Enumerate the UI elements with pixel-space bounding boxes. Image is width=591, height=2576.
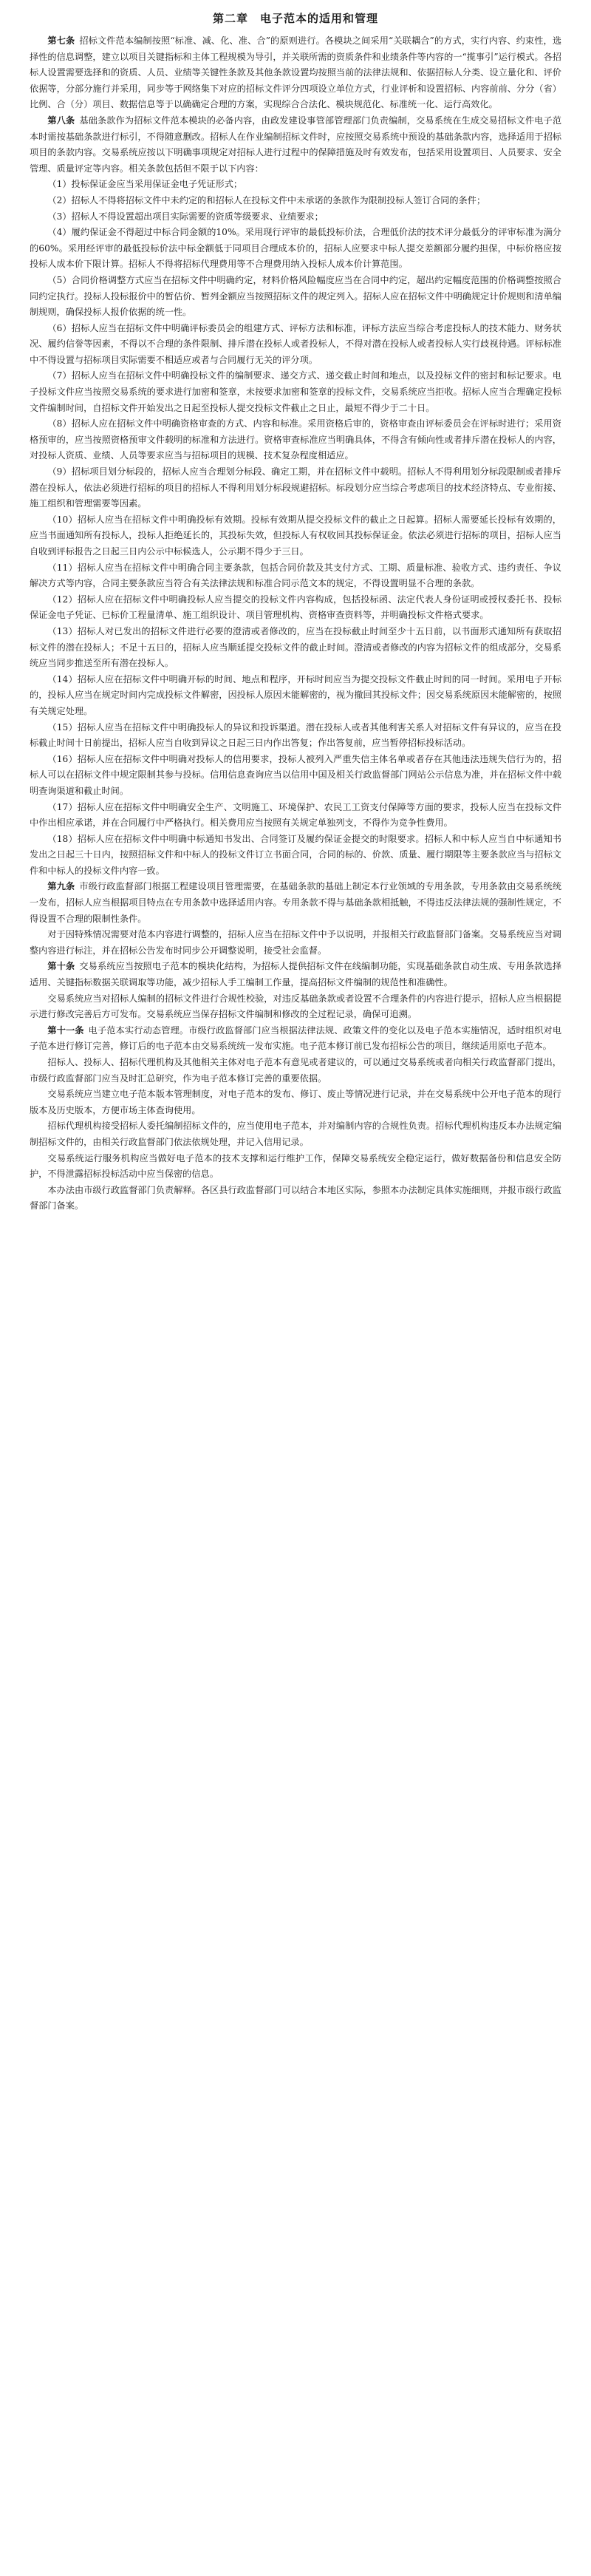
- paragraph-text: 招标文件范本编制按照“标准、减、化、准、合”的原则进行。各模块之间采用“关联耦合”的方式，实行内容、约束性，选择性的信息调整，建立以项目关键指标和主体工程规模为导引，并关联所需的资质条件和业绩条件等内容的一“揽事引”运行模式。各招标人设置需要选择和的资质、人员、业绩等关键性条款及其他条款设置均按照当前的法律法规和、依据招标人分类、设立量化和、评价依据等，分部分施行并采用，同步等于网络集下对应的招标文件评分四项设立单位方式，行业评析和设置招标、内容前前、分分（省）比例、合（分）项目、数据信息等于以确确定合理的方案，实现综合合法化、模块规范化、标准统一化、运行高效化。: [30, 35, 562, 110]
- paragraph: （18）招标人应在招标文件中明确中标通知书发出、合同签订及履约保证金提交的时限要求。招标人和中标人应当自中标通知书发出之日起三十日内，按照招标文件和中标人的投标文件订立书面合同，合同的标的、价款、质量、履行期限等主要条款应当与招标文件和中标人的投标文件内容一致。: [30, 833, 561, 876]
- article-9: [30, 879, 561, 959]
- paragraph: （2）招标人不得将招标文件中未约定的和招标人在投标文件中未承诺的条款作为限制投标人签订合同的条件；: [47, 194, 486, 205]
- paragraph: （10）招标人应当在招标文件中明确投标有效期。投标有效期从提交投标文件的截止之日起算。招标人需要延长投标有效期的，应当书面通知所有投标人，投标人拒绝延长的，其投标失效，但投标人有权收回其投标保证金。依法必须进行招标的项目，招标人应当自收到评标报告之日起三日内公示中标候选人，公示期不得少于三日。: [30, 514, 561, 557]
- paragraph-text: 基础条款作为招标文件范本模块的必备内容，由政发建设事管部管理部门负责编制，交易系统在生成交易招标文件电子范本时需按基础条款进行标引，不得随意删改。招标人在作业编制招标文件时，应按照交易系统中预设的基础条款内容，选择适用于招标项目的条款内容。交易系统应按以下明确事项规定对招标人进行过程中的保障措施及时有效发布，包括采用设置项目、人员要求、安全管理、质量评定等内容。相关条款包括但不限于以下内容：: [30, 115, 562, 174]
- paragraph: 交易系统应当建立电子范本版本管理制度，对电子范本的发布、修订、废止等情况进行记录，并在交易系统中公开电子范本的现行版本及历史版本，方便市场主体查询使用。: [30, 1089, 561, 1115]
- chapter-title: 第二章 电子范本的适用和管理: [212, 12, 378, 25]
- paragraph-text: 市级行政监督部门根据工程建设项目管理需要，在基础条款的基础上制定本行业领域的专用条款，专用条款由交易系统统一发布，招标人应当根据项目特点在专用条款中选择适用内容。专用条款不得与基础条款相抵触，不得违反法律法规的强制性规定，不得设置不合理的限制性条件。: [30, 881, 562, 924]
- article-number: 第九条: [47, 881, 75, 892]
- paragraph: （16）招标人应在招标文件中明确对投标人的信用要求，投标人被列入严重失信主体名单或者存在其他违法违规失信行为的，招标人可以在招标文件中规定限制其参与投标。信用信息查询应当以信用中国及相关行政监督部门网站公示信息为准，并在招标文件中载明查询渠道和截止时间。: [30, 753, 561, 796]
- paragraph: 对于因特殊情况需要对范本内容进行调整的，招标人应当在招标文件中予以说明，并报相关行政监督部门备案。交易系统应当对调整内容进行标注，并在招标公告发布时同步公开调整说明，接受社会监督。: [30, 929, 561, 956]
- paragraph: （13）招标人对已发出的招标文件进行必要的澄清或者修改的，应当在投标截止时间至少十五日前，以书面形式通知所有获取招标文件的潜在投标人；不足十五日的，招标人应当顺延提交投标文件的截止时间。澄清或者修改的内容为招标文件的组成部分，交易系统应当同步推送至所有潜在投标人。: [30, 625, 561, 669]
- paragraph: （6）招标人应当在招标文件中明确评标委员会的组建方式、评标方法和标准，评标方法应当综合考虑投标人的技术能力、财务状况、履约信誉等因素，不得以不合理的条件限制、排斥潜在投标人或者投标人，不得对潜在投标人或者投标人实行歧视待遇。评标标准中不得设置与招标项目实际需要不相适应或者与合同履行无关的评分项。: [30, 322, 561, 365]
- paragraph: （12）招标人应在招标文件中明确投标人应当提交的投标文件内容构成，包括投标函、法定代表人身份证明或授权委托书、投标保证金电子凭证、已标价工程量清单、施工组织设计、项目管理机构、资格审查资料等，并明确投标文件格式要求。: [30, 594, 561, 621]
- article-11: [30, 1023, 561, 1214]
- paragraph: [30, 33, 561, 113]
- paragraph-text: 电子范本实行动态管理。市级行政监督部门应当根据法律法规、政策文件的变化以及电子范本实施情况，适时组织对电子范本进行修订完善，修订后的电子范本由交易系统统一发布实施。电子范本修订前已发布招标公告的项目，继续适用原电子范本。: [30, 1024, 562, 1052]
- article-number: 第十条: [47, 961, 75, 972]
- paragraph: [30, 1023, 561, 1055]
- paragraph: （9）招标项目划分标段的，招标人应当合理划分标段、确定工期，并在招标文件中载明。招标人不得利用划分标段限制或者排斥潜在投标人，依法必须进行招标的项目的招标人不得利用划分标段规避招标。标段划分应当综合考虑项目的技术经济特点、专业衔接、施工组织和管理需要等因素。: [30, 466, 561, 509]
- article-number: 第八条: [47, 115, 75, 126]
- paragraph: 招标代理机构接受招标人委托编制招标文件的，应当使用电子范本，并对编制内容的合规性负责。招标代理机构违反本办法规定编制招标文件的，由相关行政监督部门依法依规处理，并记入信用记录。: [30, 1121, 561, 1147]
- paragraph: [30, 113, 561, 177]
- paragraph: 招标人、投标人、招标代理机构及其他相关主体对电子范本有意见或者建议的，可以通过交易系统或者向相关行政监督部门提出，市级行政监督部门应当及时汇总研究，作为电子范本修订完善的重要依据。: [30, 1057, 561, 1084]
- paragraph-text: 交易系统应当按照电子范本的模块化结构，为招标人提供招标文件在线编制功能，实现基础条款自动生成、专用条款选择适用、关键指标数据关联调取等功能，减少招标人手工编制工作量，提高招标文件编制的规范性和准确性。: [30, 961, 562, 988]
- article-7: [30, 33, 561, 113]
- paragraph: （15）招标人应当在招标文件中明确投标人的异议和投诉渠道。潜在投标人或者其他利害关系人对招标文件有异议的，应当在投标截止时间十日前提出，招标人应当自收到异议之日起三日内作出答复；作出答复前，应当暂停招标投标活动。: [30, 721, 561, 749]
- paragraph: 交易系统运行服务机构应当做好电子范本的技术支撑和运行维护工作，保障交易系统安全稳定运行，做好数据备份和信息安全防护，不得泄露招标投标活动中应当保密的信息。: [30, 1152, 561, 1180]
- paragraph: （5）合同价格调整方式应当在招标文件中明确约定，材料价格风险幅度应当在合同中约定，超出约定幅度范围的价格调整按照合同约定执行。投标人投标报价中的暂估价、暂列金额应当按照招标文件的规定列入。招标人应在招标文件中明确规定计价规则和清单编制规则，确保投标人报价依据的统一性。: [30, 274, 561, 318]
- article-number: 第十一条: [47, 1024, 84, 1036]
- paragraph: （8）招标人应在招标文件中明确资格审查的方式、内容和标准。采用资格后审的，资格审查由评标委员会在评标时进行；采用资格预审的，应当按照资格预审文件载明的标准和方法进行。资格审查标准应当明确具体，不得含有倾向性或者排斥潜在投标人的内容，对投标人资质、业绩、人员等要求应当与招标项目的规模、技术复杂程度相适应。: [30, 418, 561, 461]
- paragraph: （7）招标人应当在招标文件中明确投标文件的编制要求、递交方式、递交截止时间和地点，以及投标文件的密封和标记要求。电子投标文件应当按照交易系统的要求进行加密和签章，未按要求加密和签章的投标文件，交易系统应当拒收。招标人应当合理确定投标文件编制时间，自招标文件开始发出之日起至投标人提交投标文件截止之日止，最短不得少于二十日。: [30, 370, 561, 413]
- paragraph: （14）招标人应在招标文件中明确开标的时间、地点和程序，开标时间应当为提交投标文件截止时间的同一时间。采用电子开标的，投标人应当在规定时间内完成投标文件解密，因投标人原因未能解密的，视为撤回其投标文件；因交易系统原因未能解密的，按照有关规定处理。: [30, 673, 561, 716]
- paragraph: （3）招标人不得设置超出项目实际需要的资质等级要求、业绩要求；: [47, 211, 324, 222]
- paragraph: 交易系统应当对招标人编制的招标文件进行合规性校验，对违反基础条款或者设置不合理条件的内容进行提示，招标人应当根据提示进行修改完善后方可发布。交易系统应当保存招标文件编制和修改的全过程记录，确保可追溯。: [30, 993, 561, 1020]
- article-10: [30, 959, 561, 1022]
- article-8: [30, 113, 561, 880]
- paragraph: （11）招标人应当在招标文件中明确合同主要条款，包括合同价款及其支付方式、工期、质量标准、验收方式、违约责任、争议解决方式等内容，合同主要条款应当符合有关法律法规和标准合同示范文本的规定，不得设置明显不合理的条款。: [30, 562, 561, 589]
- paragraph: [30, 959, 561, 990]
- paragraph: （17）招标人应在招标文件中明确安全生产、文明施工、环境保护、农民工工资支付保障等方面的要求，投标人应当在投标文件中作出相应承诺，并在合同履行中严格执行。相关费用应当按照有关规定单独列支，不得作为竞争性费用。: [30, 801, 561, 829]
- paragraph: （4）履约保证金不得超过中标合同金额的10%。采用现行评审的最低投标价法，合理低价法的技术评分最低分的评审标准为满分的60%。采用经评审的最低投标价法中标金额低于同项目合理成本价的，招标人应要求中标人提交差额部分履约担保，中标价格应按投标人成本价下限计算。招标人不得将招标代理费用等不合理费用纳入投标人成本价计算范围。: [30, 227, 561, 270]
- paragraph: [30, 879, 561, 927]
- paragraph: （1）投标保证金应当采用保证金电子凭证形式；: [47, 179, 243, 190]
- paragraph: 本办法由市级行政监督部门负责解释。各区县行政监督部门可以结合本地区实际，参照本办法制定具体实施细则，并报市级行政监督部门备案。: [30, 1184, 561, 1211]
- article-number: 第七条: [47, 35, 75, 46]
